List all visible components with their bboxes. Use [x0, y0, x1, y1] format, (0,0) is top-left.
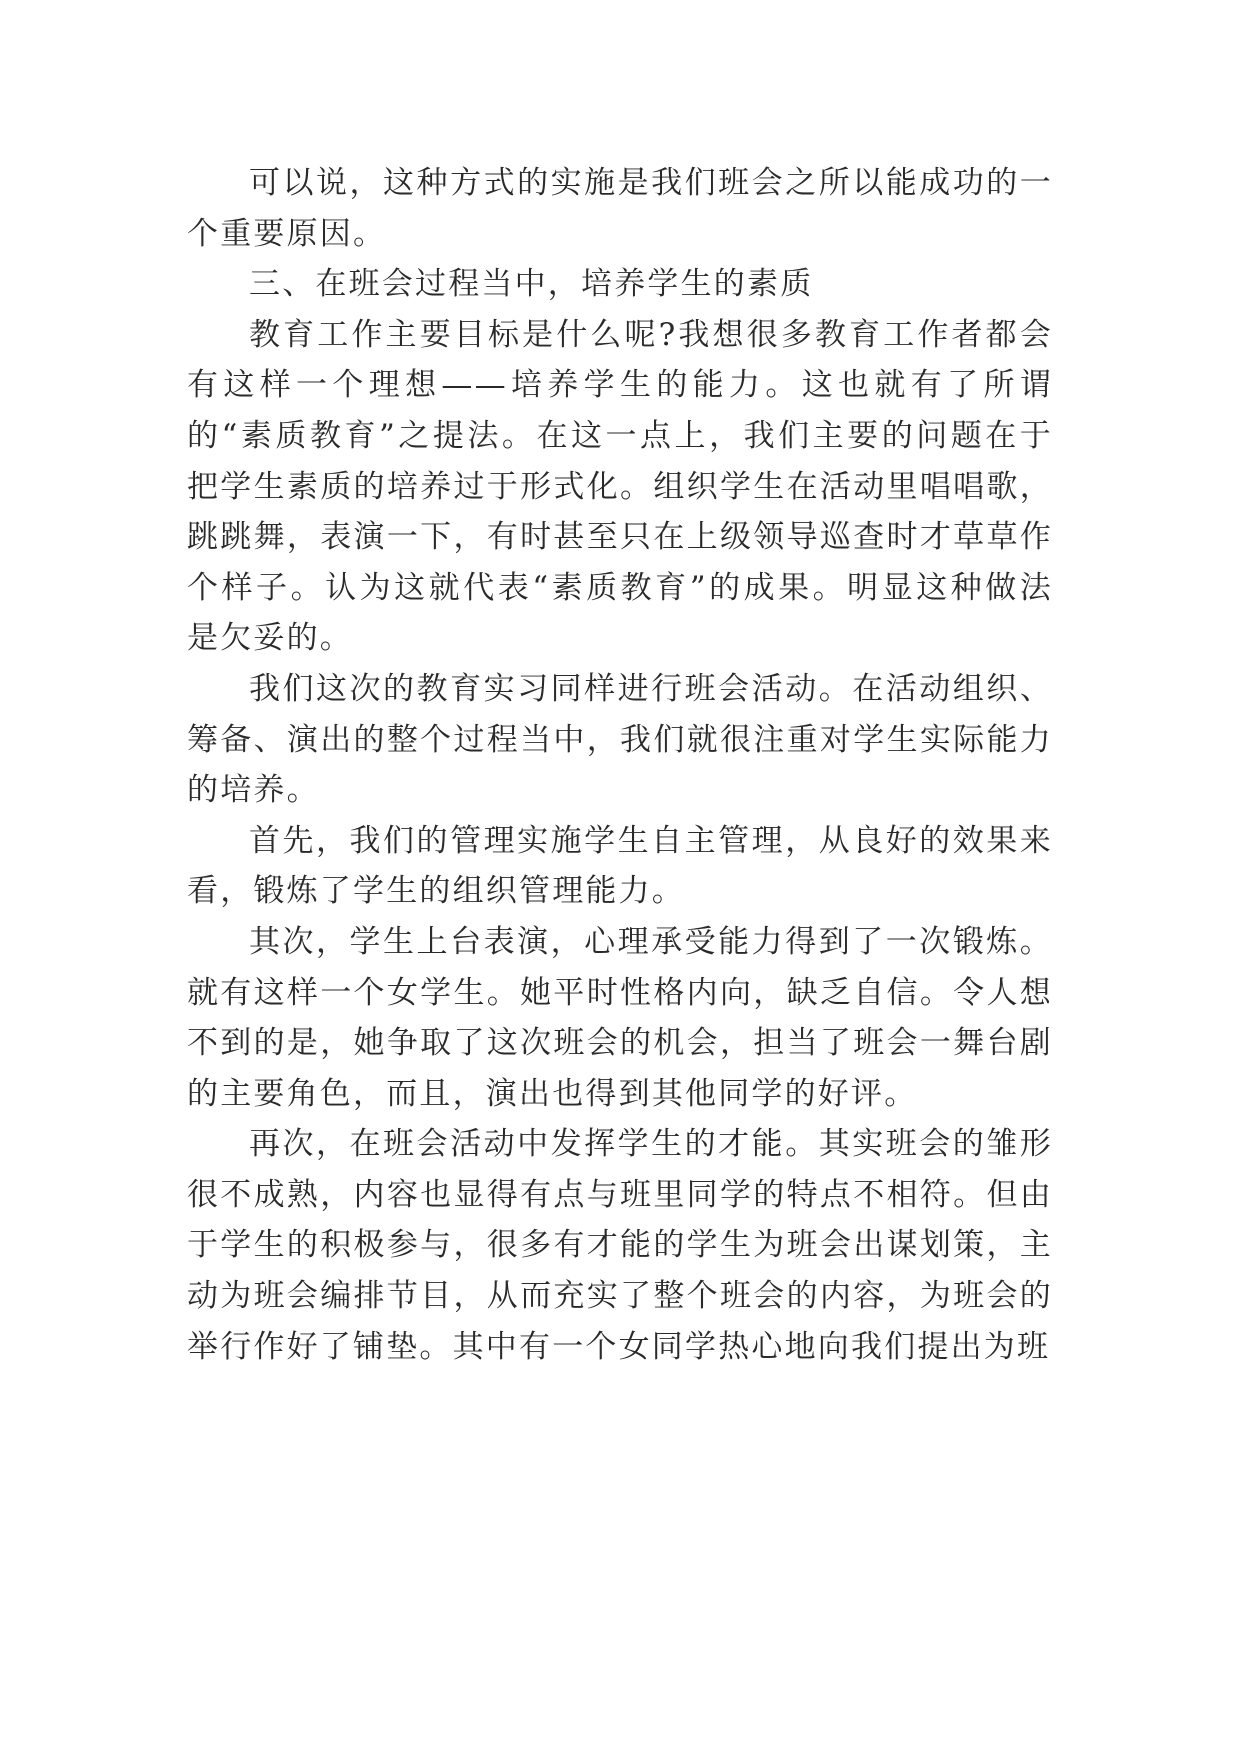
paragraph: 可以说，这种方式的实施是我们班会之所以能成功的一个重要原因。 [187, 165, 1053, 252]
paragraph: 教育工作主要目标是什么呢?我想很多教育工作者都会有这样一个理想——培养学生的能力。这也就有了所谓的“素质教育”之提法。在这一点上，我们主要的问题在于把学生素质的培养过于形式化。组织学生在活动里唱唱歌，跳跳舞，表演一下，有时甚至只在上级领导巡查时才草草作个样子。认为这就代表“素质教育”的成果。明显这种做法是欠妥的。 [187, 316, 1053, 657]
section-heading: 三、在班会过程当中，培养学生的素质 [249, 266, 814, 303]
paragraph: 我们这次的教育实习同样进行班会活动。在活动组织、筹备、演出的整个过程当中，我们就很注重对学生实际能力的培养。 [187, 670, 1053, 809]
paragraph: 首先，我们的管理实施学生自主管理，从良好的效果来看，锻炼了学生的组织管理能力。 [187, 822, 1053, 910]
paragraph: 再次，在班会活动中发挥学生的才能。其实班会的雏形很不成熟，内容也显得有点与班里同学的特点不相符。但由于学生的积极参与，很多有才能的学生为班会出谋划策，主动为班会编排节目，从而充实了整个班会的内容，为班会的举行作好了铺垫。其中有一个女同学热心地向我们提出为班 [187, 1126, 1053, 1365]
document-body [187, 158, 1053, 1372]
paragraph: 其次，学生上台表演，心理承受能力得到了一次锻炼。就有这样一个女学生。她平时性格内向，缺乏自信。令人想不到的是，她争取了这次班会的机会，担当了班会一舞台剧的主要角色，而且，演出也得到其他同学的好评。 [187, 923, 1053, 1112]
